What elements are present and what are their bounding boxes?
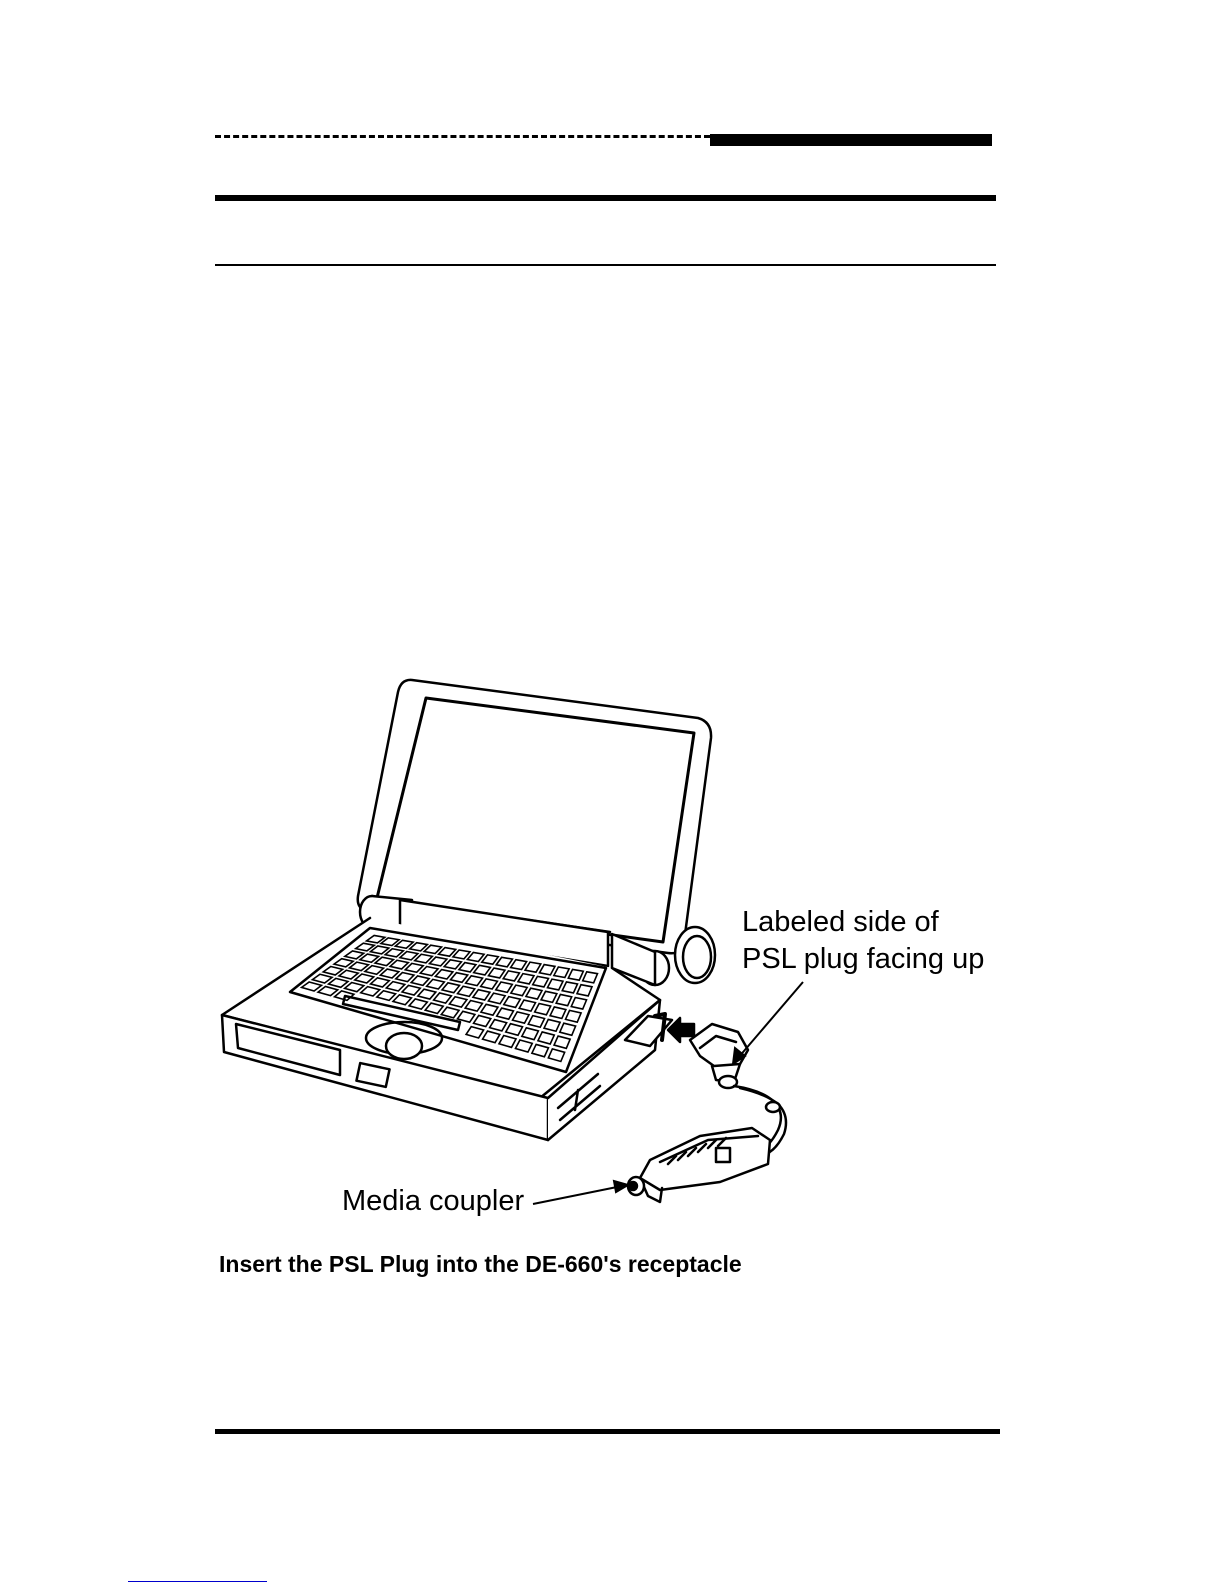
psl-plug-callout-line1: Labeled side of — [742, 906, 939, 938]
figure-caption: Insert the PSL Plug into the DE-660's receptacle — [219, 1251, 742, 1277]
psl-plug-callout-line2: PSL plug facing up — [742, 943, 985, 975]
footer-link-underline[interactable] — [128, 1581, 267, 1582]
media-coupler-callout: Media coupler — [342, 1185, 525, 1217]
footer-rule — [215, 1429, 1000, 1434]
